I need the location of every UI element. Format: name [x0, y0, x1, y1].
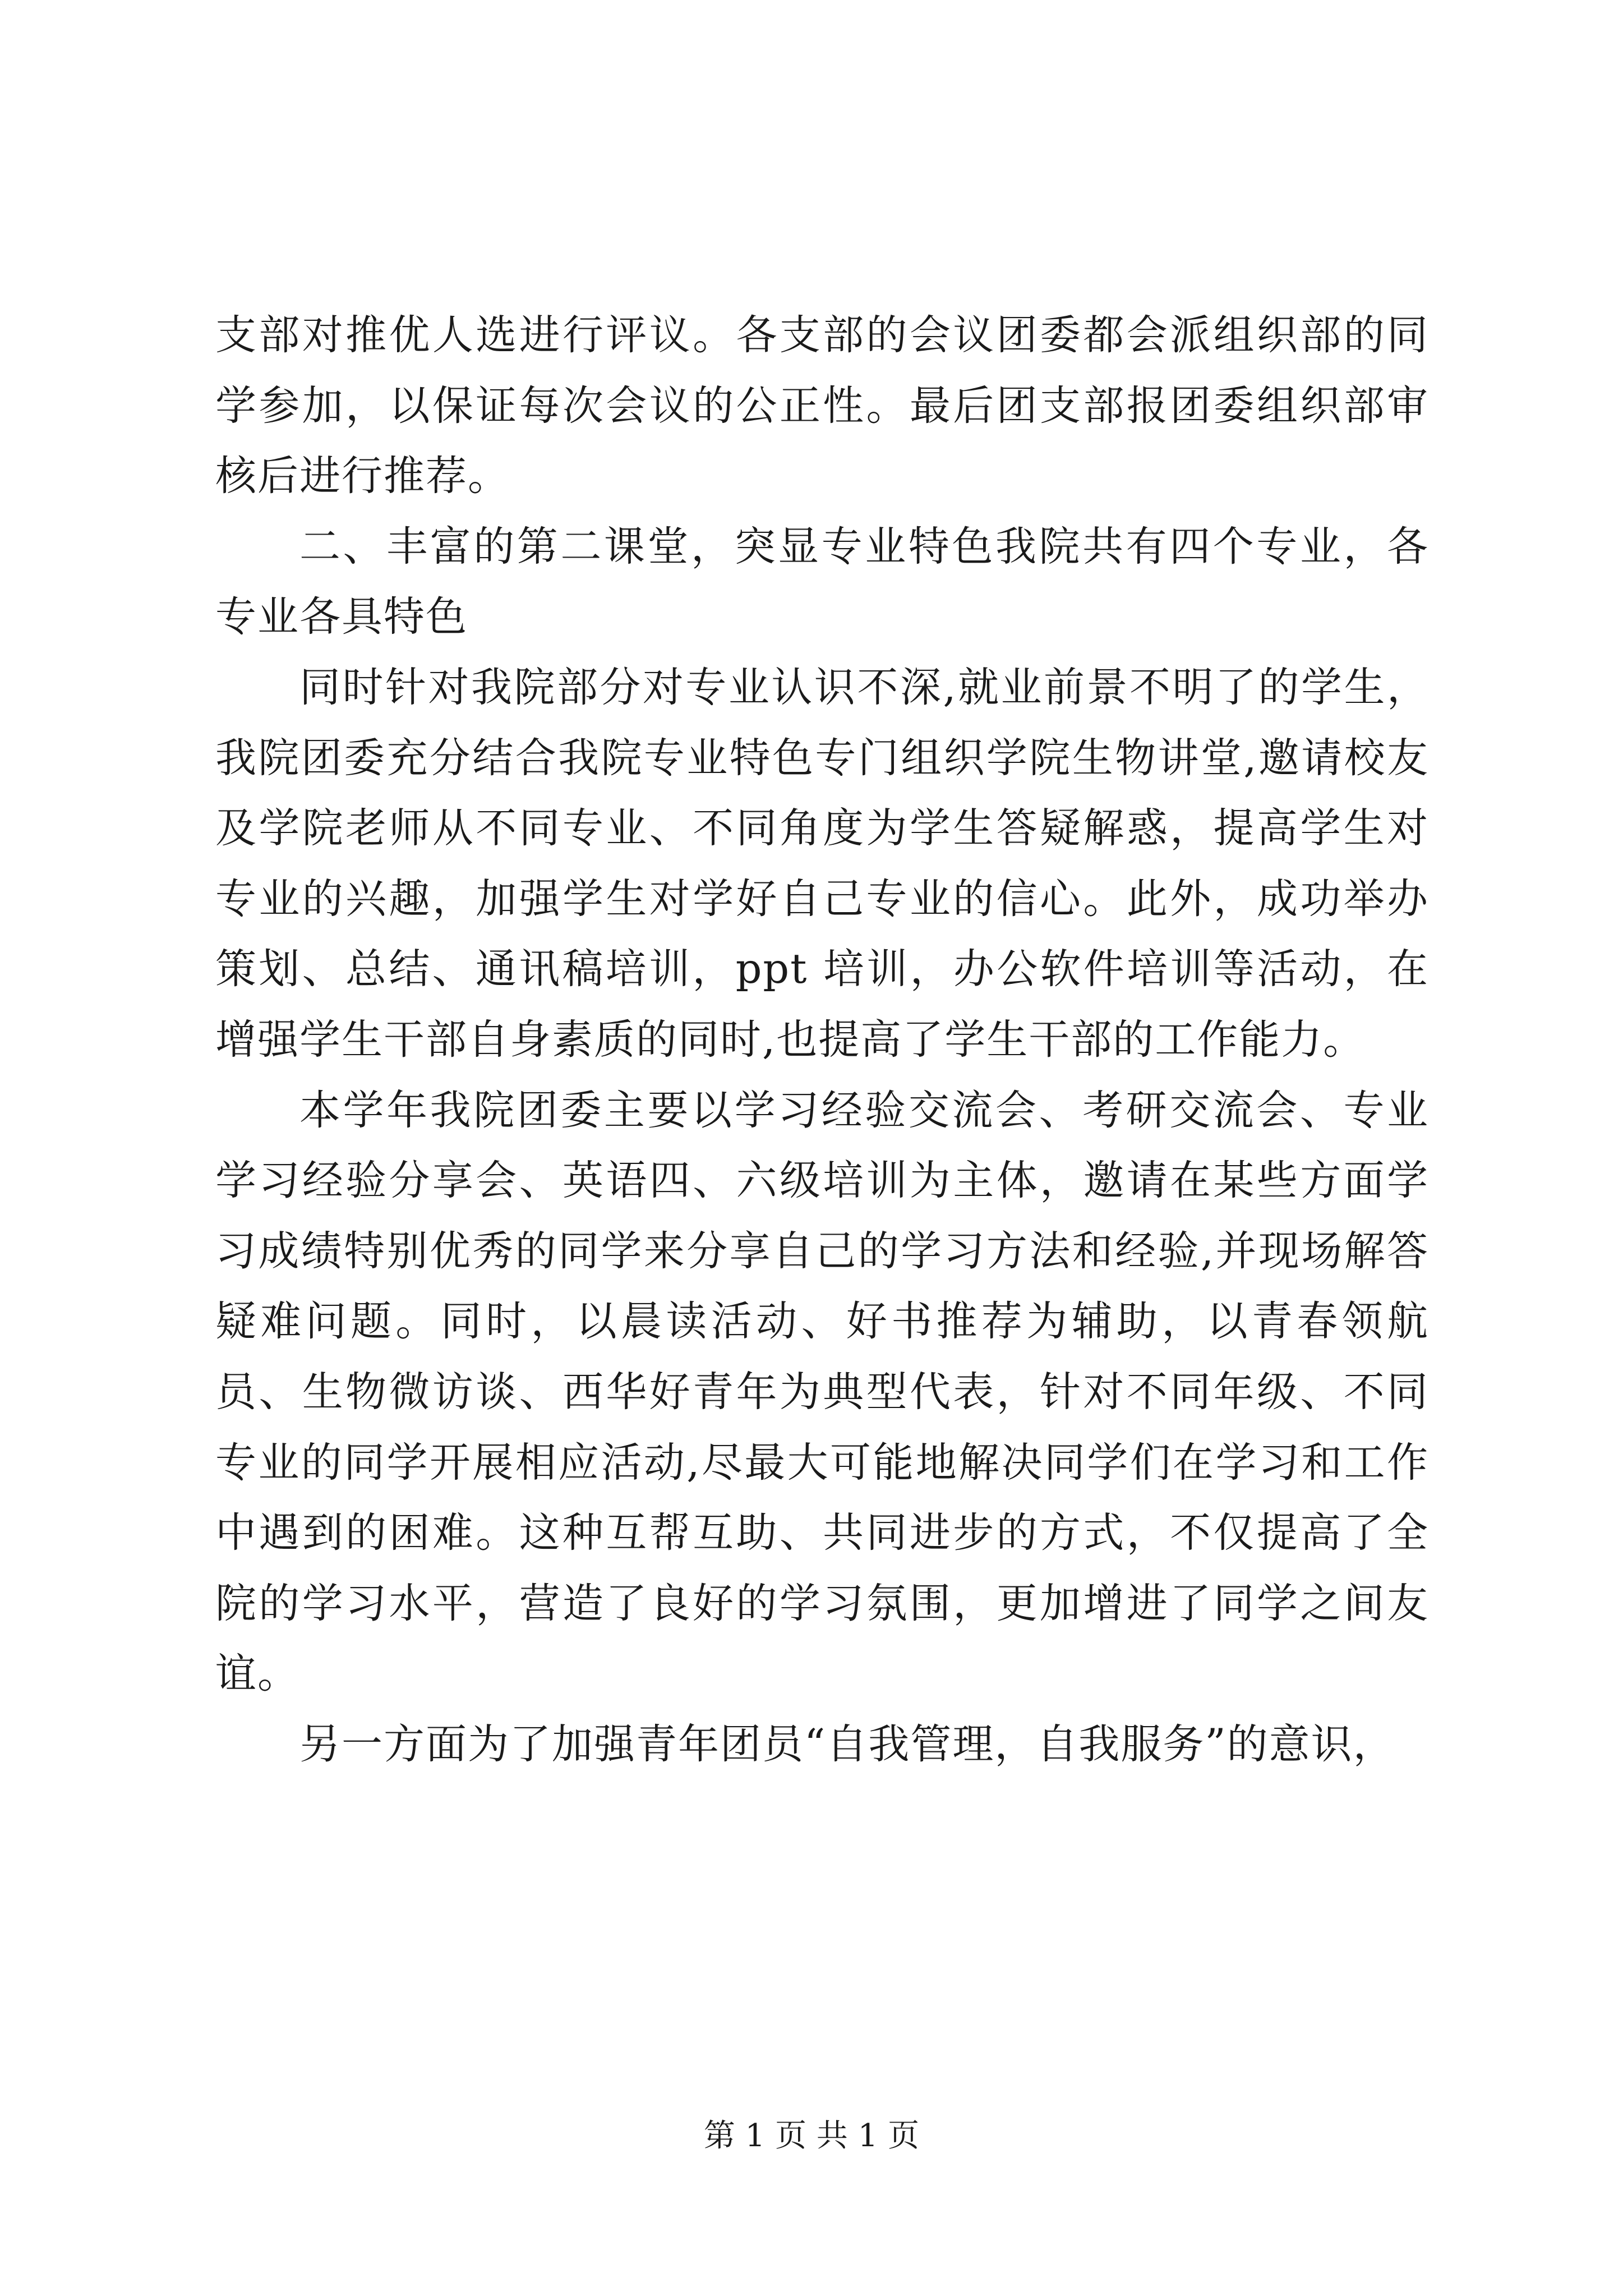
paragraph-5: 另一方面为了加强青年团员“自我管理，自我服务”的意识， — [299, 1720, 1395, 1768]
document-body — [215, 300, 1429, 1779]
paragraph-3: 同时针对我院部分对专业认识不深,就业前景不明了的学生，我院团委充分结合我院专业特色专门组织学院生物讲堂,邀请校友及学院老师从不同专业、不同角度为学生答疑解惑，提高学生对专业的兴趣，加强学生对学好自己专业的信心。此外，成功举办策划、总结、通讯稿培训，ppt 培训，办公软件培训等活动，在增强学生干部自身素质的同时,也提高了学生干部的工作能力。 — [215, 663, 1429, 1064]
paragraph-4: 本学年我院团委主要以学习经验交流会、考研交流会、专业学习经验分享会、英语四、六级培训为主体，邀请在某些方面学习成绩特别优秀的同学来分享自己的学习方法和经验,并现场解答疑难问题。同时，以晨读活动、好书推荐为辅助，以青春领航员、生物微访谈、西华好青年为典型代表，针对不同年级、不同专业的同学开展相应活动,尽最大可能地解决同学们在学习和工作中遇到的困难。这种互帮互助、共同进步的方式，不仅提高了全院的学习水平，营造了良好的学习氛围，更加增进了同学之间友谊。 — [215, 1086, 1430, 1698]
paragraph-2: 二、丰富的第二课堂，突显专业特色我院共有四个专业，各专业各具特色 — [215, 522, 1429, 641]
page-footer: 第 1 页 共 1 页 — [703, 2118, 920, 2154]
paragraph-1: 支部对推优人选进行评议。各支部的会议团委都会派组织部的同学参加，以保证每次会议的公正性。最后团支部报团委组织部审核后进行推荐。 — [215, 311, 1429, 500]
